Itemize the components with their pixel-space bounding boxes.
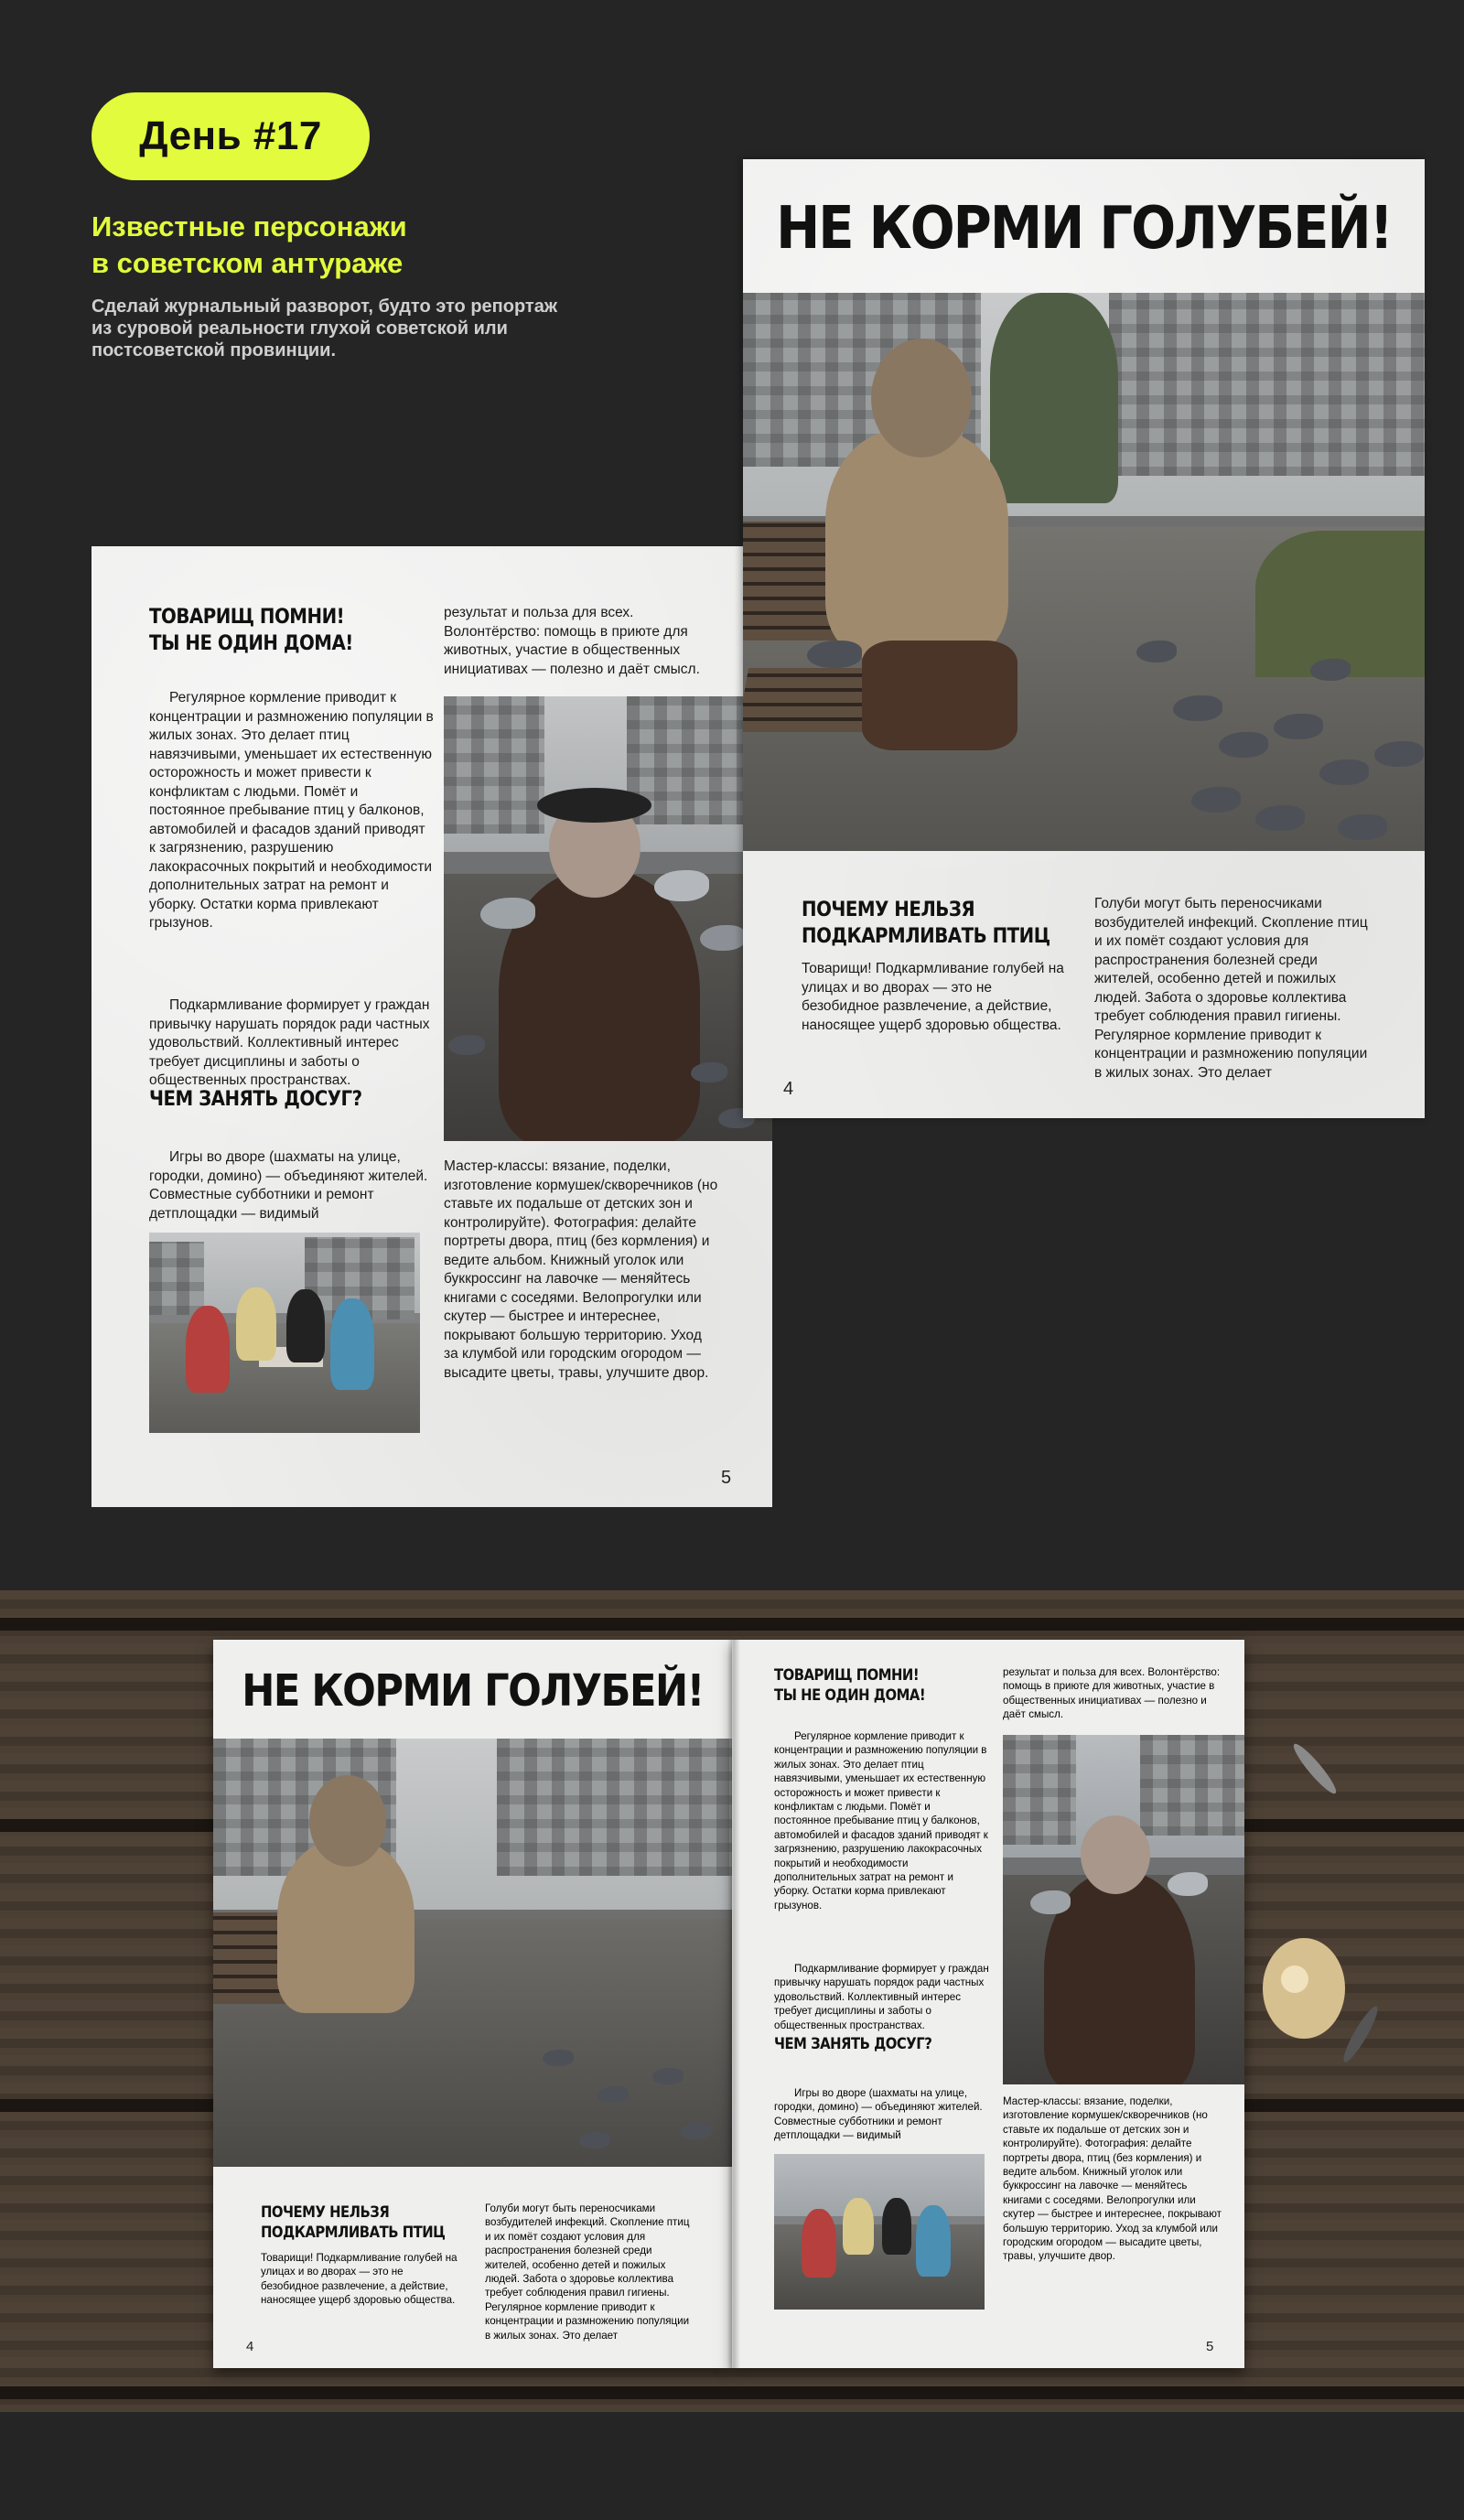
mockup-heading-1-line-2: ТЫ НЕ ОДИН ДОМА! [774,1686,926,1704]
mockup-page-4 [213,1640,732,2368]
page4-section-heading [802,897,1050,950]
day-badge: День #17 [92,92,370,180]
magazine-page-4 [743,159,1425,1118]
section-heading-line-1: ПОЧЕМУ НЕЛЬЗЯ [802,899,975,921]
description: Сделай журнальный разворот, будто это репортаж из суровой реальности глухой советской или постсоветской провинции. [92,296,558,361]
heading-1-line-1: ТОВАРИЩ ПОМНИ! [149,606,345,629]
subtitle-line-1: Известные персонажи [92,210,407,242]
mockup-section-line-1: ПОЧЕМУ НЕЛЬЗЯ [261,2203,390,2221]
mockup-paragraph-1: Регулярное кормление приводит к концентрации и размножению популяции в жилых зонах. Это делает птиц навязчивыми, уменьшает их естественную осторожность и может привести к конфликтам с людьми. Помёт и постоянное пребывание птиц у балконов, автомобилей и фасадов зданий приводят к загрязнению, разрушению лакокрасочных покрытий и необходимости дополнительных затрат на ремонт и уборку. Остатки корма привлекают грызунов. [774,1730,988,1912]
page5-column2-top: результат и польза для всех. Волонтёрство: помощь в приюте для животных, участие в общественных инициативах — полезно и даёт смысл. [444,605,700,677]
mockup-column2-bottom: Мастер-классы: вязание, поделки, изготовление кормушек/скворечников (но ставьте их подальше от детских зон и контролируйте). Фотография: делайте портреты двора, птиц (без кормления) и ведите альбом. Книжный уголок или буккроссинг на лавочке — меняйтесь книгами с соседями. Велопрогулки или скутер — быстрее и интереснее, покрывают большую территорию. Уход за клумбой или городским огородом — высадите цветы, травы, улучшите двор. [1003,2095,1222,2263]
heading-1-line-2: ТЫ НЕ ОДИН ДОМА! [149,632,353,655]
page5-paragraph-1: Регулярное кормление приводит к концентрации и размножению популяции в жилых зонах. Это делает птиц навязчивыми, уменьшает их естественную осторожность и может привести к конфликтам с людьми. Помёт и постоянное пребывание птиц у балконов, автомобилей и фасадов зданий приводят к загрязнению, разрушению лакокрасочных покрытий и необходимости дополнительных затрат на ремонт и уборку. Остатки корма привлекают грызунов. [149,690,434,931]
mockup-section-line-2: ПОДКАРМЛИВАТЬ ПТИЦ [261,2224,446,2241]
mockup-paragraph-3: Игры во дворе (шахматы на улице, городки, домино) — объединяют жителей. Совместные субботники и ремонт детплощадки — видимый [774,2087,983,2142]
mockup-page-5 [732,1640,1244,2368]
spread-spine-shadow [727,1640,740,2368]
photo-owl-man-on-bench [743,293,1425,851]
mockup-photo-players [774,2154,985,2310]
photo-woman-with-pigeons [444,696,772,1141]
mockup-column1: Товарищи! Подкармливание голубей на улицах и во дворах — это не безобидное развлечение, а действие, наносящее ущерб здоровью общества. [261,2252,458,2307]
mockup-photo-woman [1003,1735,1244,2084]
mockup-paragraph-2: Подкармливание формирует у граждан привычку нарушать порядок ради частных удовольствий. Коллективный интерес требует дисциплины и заботы о общественных пространствах. [774,1963,989,2031]
mockup-column2-top: результат и польза для всех. Волонтёрство: помощь в приюте для животных, участие в общественных инициативах — полезно и даёт смысл. [1003,1666,1221,1721]
magazine-page-5 [92,546,772,1507]
page5-paragraph-2: Подкармливание формирует у граждан привычку нарушать порядок ради частных удовольствий. Коллективный интерес требует дисциплины и заботы о общественных пространствах. [149,997,430,1088]
mockup-title: НЕ КОРМИ ГОЛУБЕЙ! [242,1665,704,1717]
page-number-4: 4 [783,1079,794,1099]
mockup-heading-1 [774,1665,925,1706]
section-heading-line-2: ПОДКАРМЛИВАТЬ ПТИЦ [802,925,1050,948]
mockup-photo-owl-man [213,1739,732,2167]
page-number-5: 5 [721,1468,732,1488]
mockup-page-number-5: 5 [1206,2339,1214,2354]
page4-column2-text: Голуби могут быть переносчиками возбудителей инфекций. Скопление птиц и их помёт создают условия для распространения болезней среди жителей, особенно детей и пожилых людей. Забота о здоровье коллектива требует соблюдения правил гигиены. Регулярное кормление приводит к концентрации и размножению популяции в жилых зонах. Это делает [1094,896,1368,1081]
mockup-page-number-4: 4 [246,2339,254,2354]
subtitle [92,209,567,282]
page5-heading-2: ЧЕМ ЗАНЯТЬ ДОСУГ? [149,1088,362,1111]
page5-heading-1 [149,604,353,657]
photo-costumed-players [149,1233,420,1433]
mockup-heading-2: ЧЕМ ЗАНЯТЬ ДОСУГ? [774,2035,932,2052]
page5-column2-bottom: Мастер-классы: вязание, поделки, изготовление кормушек/скворечников (но ставьте их подальше от детских зон и контролируйте). Фотография: делайте портреты двора, птиц (без кормления) и ведите альбом. Книжный уголок или буккроссинг на лавочке — меняйтесь книгами с соседями. Велопрогулки или скутер — быстрее и интереснее, покрывают большую территорию. Уход за клумбой или городским огородом — высадите цветы, травы, улучшите двор. [444,1158,718,1381]
page4-title: НЕ КОРМИ ГОЛУБЕЙ! [776,195,1392,263]
mockup-column2: Голуби могут быть переносчиками возбудителей инфекций. Скопление птиц и их помёт создают условия для распространения болезней среди жителей, особенно детей и пожилых людей. Забота о здоровье коллектива требует соблюдения правил гигиены. Регулярное кормление приводит к концентрации и размножению популяции в жилых зонах. Это делает [485,2202,690,2342]
mockup-section-heading [261,2202,445,2243]
page4-column1-text: Товарищи! Подкармливание голубей на улицах и во дворах — это не безобидное развлечение, а действие, наносящее ущерб здоровью общества. [802,961,1064,1033]
page5-paragraph-3: Игры во дворе (шахматы на улице, городки, домино) — объединяют жителей. Совместные субботники и ремонт детплощадки — видимый [149,1149,428,1222]
subtitle-line-2: в советском антураже [92,247,404,279]
mockup-heading-1-line-1: ТОВАРИЩ ПОМНИ! [774,1666,920,1684]
